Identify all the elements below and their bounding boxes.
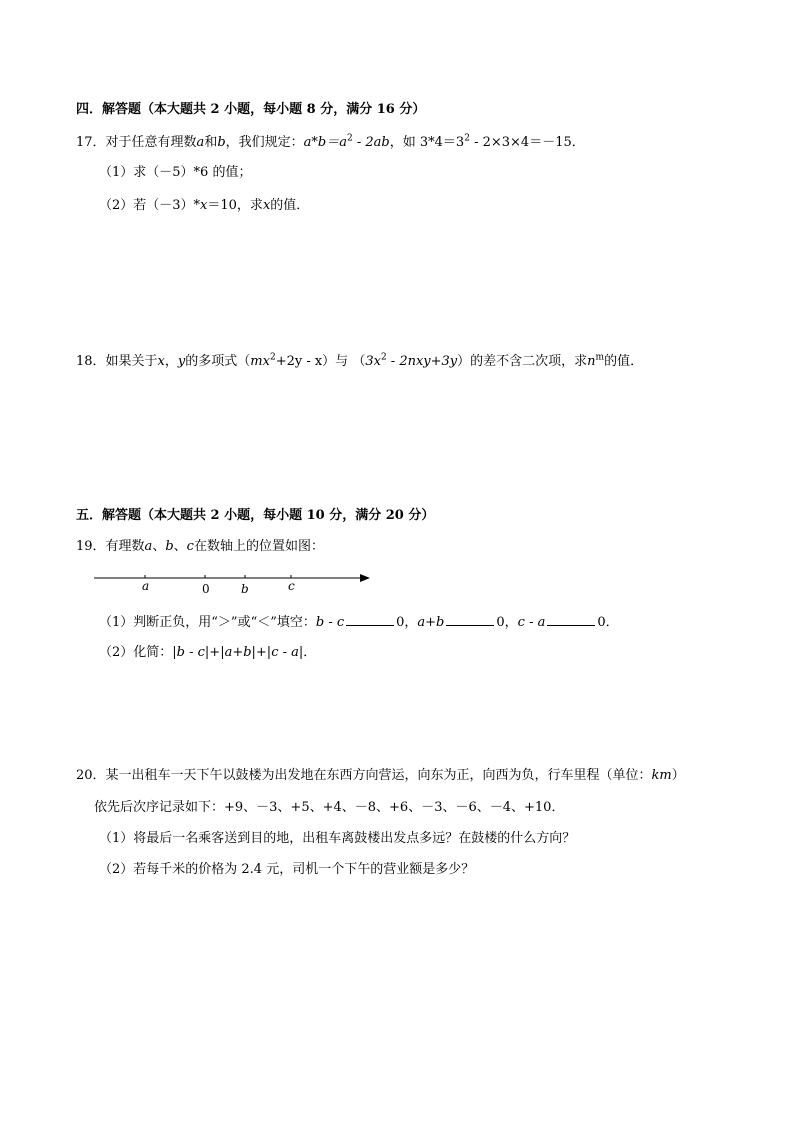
q17-example: - 2×3×4＝－15． (469, 135, 585, 150)
answer-blank[interactable] (446, 612, 494, 626)
q17-part2-text: （2）若（－3）* (99, 198, 201, 213)
expr-b-minus-c: b - c (315, 615, 345, 630)
q19-part1-text: 0． (597, 615, 619, 630)
q19-part1-text: 0， (396, 615, 418, 630)
q18-text: ， (164, 354, 178, 369)
q18-poly: mx (250, 354, 270, 369)
var-c: c (186, 539, 194, 554)
arrow-head-icon (360, 574, 370, 582)
q17-part2-text: 的值． (270, 198, 310, 213)
exponent: 2 (347, 133, 353, 144)
q19-part-2 (99, 644, 316, 662)
abs-expression: |b - c|+|a+b|+|c - a| (172, 645, 304, 660)
q17-stem-text: ，我们规定： (225, 135, 304, 150)
q18-poly: - 2nxy+3y (386, 354, 458, 369)
var-b: b (165, 539, 174, 554)
q17-part-1: （1）求（－5）*6 的值； (99, 165, 252, 180)
q19-text: 、 (152, 539, 166, 554)
var-a: a (144, 539, 153, 554)
section-4-heading: 四．解答题（本大题共 2 小题，每小题 8 分，满分 16 分） (76, 102, 426, 117)
q18-poly: +2y - x）与 （ (275, 354, 366, 369)
q18-text: 18．如果关于 (76, 354, 158, 369)
q19-text: 在数轴上的位置如图： (193, 539, 324, 554)
axis-label-c: c (288, 579, 295, 593)
question-18-stem (76, 353, 643, 371)
exponent: 2 (380, 352, 387, 363)
q17-definition: - 2ab (352, 135, 390, 150)
q19-text: 19．有理数 (76, 539, 145, 554)
var-n: n (587, 354, 596, 369)
q18-text: 的值． (604, 354, 644, 369)
axis-label-b: b (241, 582, 249, 596)
expr-c-minus-a: c - a (517, 615, 546, 630)
q19-part1-text: （1）判断正负，用“＞”或“＜”填空： (99, 615, 316, 630)
q20-records: 依先后次序记录如下：+9、－3、+5、+4、－8、+6、－3、－6、－4、+10． (94, 800, 565, 815)
section-5-heading: 五．解答题（本大题共 2 小题，每小题 10 分，满分 20 分） (76, 508, 435, 523)
q18-poly: 3x (365, 354, 381, 369)
q17-stem-text: 17．对于任意有理数 (76, 135, 197, 150)
var-x: x (157, 354, 165, 369)
q17-part2-text: ＝10，求 (207, 198, 263, 213)
q17-definition: a*b＝a (303, 135, 347, 150)
q18-text: ）的差不含二次项，求 (457, 354, 588, 369)
question-17-stem (76, 134, 585, 152)
q17-example: ，如 3*4＝3 (389, 135, 465, 150)
expr-a-plus-b: a+b (417, 615, 445, 630)
exponent-m: m (595, 352, 605, 363)
q18-text: 的多项式（ (185, 354, 251, 369)
var-b: b (217, 135, 226, 150)
unit-km: km (651, 768, 672, 783)
q17-part-2 (99, 197, 309, 215)
q19-text: 、 (173, 539, 187, 554)
q19-part-1 (99, 612, 619, 632)
q20-part-2: （2）若每千米的价格为 2.4 元，司机一个下午的营业额是多少？ (99, 862, 475, 877)
q20-text: 20．某一出租车一天下午以鼓楼为出发地在东西方向营运，向东为正，向西为负，行车里程（单位： (76, 768, 652, 783)
q19-part2-text: （2）化简： (99, 645, 173, 660)
axis-label-a: a (142, 579, 150, 593)
exponent: 2 (269, 352, 276, 363)
question-19-stem (76, 538, 324, 556)
question-20-stem (76, 767, 685, 785)
var-a: a (196, 135, 205, 150)
var-x: x (262, 198, 271, 213)
exponent: 2 (464, 133, 470, 144)
var-x: x (200, 198, 208, 213)
q20-part-1: （1）将最后一名乘客送到目的地，出租车离鼓楼出发点多远？在鼓楼的什么方向？ (99, 831, 576, 846)
var-y: y (177, 354, 186, 369)
q19-part1-text: 0， (496, 615, 518, 630)
axis-label-0: 0 (202, 582, 210, 596)
q20-text: ） (671, 768, 685, 783)
answer-blank[interactable] (346, 612, 394, 626)
answer-blank[interactable] (547, 612, 595, 626)
q17-stem-text: 和 (204, 135, 218, 150)
q19-part2-text: ． (303, 645, 317, 660)
number-line-figure (90, 566, 380, 598)
